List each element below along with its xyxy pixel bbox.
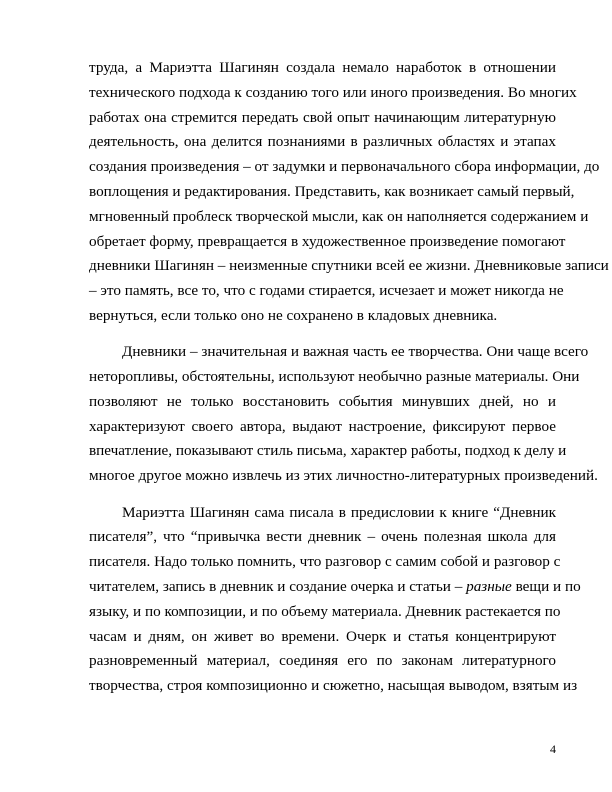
text-line: обретает форму, превращается в художественное произведение помогают <box>89 232 566 250</box>
paragraph-2 <box>89 340 598 489</box>
text-line: писателя”, что “привычка вести дневник – очень полезная школа для <box>89 528 556 546</box>
text-line: характеризуют своего автора, выдают настроение, фиксируют первое <box>89 417 556 435</box>
text-line: писателя. Надо только помнить, что разговор с самим собой и разговор с <box>89 553 561 571</box>
text-line: часам и дням, он живет во времени. Очерк и статья концентрируют <box>89 627 556 645</box>
text-line: неторопливы, обстоятельны, используют необычно разные материалы. Они <box>89 368 580 386</box>
text-line: труда, а Мариэтта Шагинян создала немало наработок в отношении <box>89 59 556 76</box>
text-line: создания произведения – от задумки и первоначального сбора информации, до <box>89 158 600 176</box>
text-segment: вещи и по <box>511 577 581 595</box>
emphasized-word: разные <box>466 577 512 595</box>
paragraph-1 <box>89 56 609 329</box>
text-line: впечатление, показывают стиль письма, характер работы, подход к делу и <box>89 442 567 460</box>
text-line: воплощения и редактирования. Представить, как возникает самый первый, <box>89 182 575 200</box>
text-line: позволяют не только восстановить события минувших дней, но и <box>89 392 556 410</box>
text-line: многое другое можно извлечь из этих личностно-литературных произведений. <box>89 467 598 485</box>
text-line: вернуться, если только оно не сохранено в кладовых дневника. <box>89 306 498 324</box>
text-segment: читателем, запись в дневник и создание очерка и статьи – <box>89 577 467 595</box>
paragraph-3 <box>89 501 581 699</box>
text-line: работах она стремится передать свой опыт начинающим литературную <box>89 108 556 126</box>
text-line: дневники Шагинян – неизменные спутники всей ее жизни. Дневниковые записи <box>89 257 609 275</box>
page-number: 4 <box>550 742 556 756</box>
text-line <box>89 575 581 600</box>
text-line: мгновенный проблеск творческой мысли, как он наполняется содержанием и <box>89 207 589 225</box>
text-line: деятельность, она делится познаниями в различных областях и этапах <box>89 133 556 151</box>
text-line: технического подхода к созданию того или иного произведения. Во многих <box>89 83 577 101</box>
page-body <box>89 56 609 699</box>
text-line: Дневники – значительная и важная часть ее творчества. Они чаще всего <box>122 343 589 361</box>
text-line: – это память, все то, что с годами стирается, исчезает и может никогда не <box>89 282 564 300</box>
text-line: разновременный материал, соединяя его по законам литературного <box>89 652 556 670</box>
text-line: языку, и по композиции, и по объему материала. Дневник растекается по <box>89 602 561 620</box>
text-line: творчества, строя композиционно и сюжетно, насыщая выводом, взятым из <box>89 677 578 695</box>
text-line: Мариэтта Шагинян сама писала в предисловии к книге “Дневник <box>122 503 556 521</box>
